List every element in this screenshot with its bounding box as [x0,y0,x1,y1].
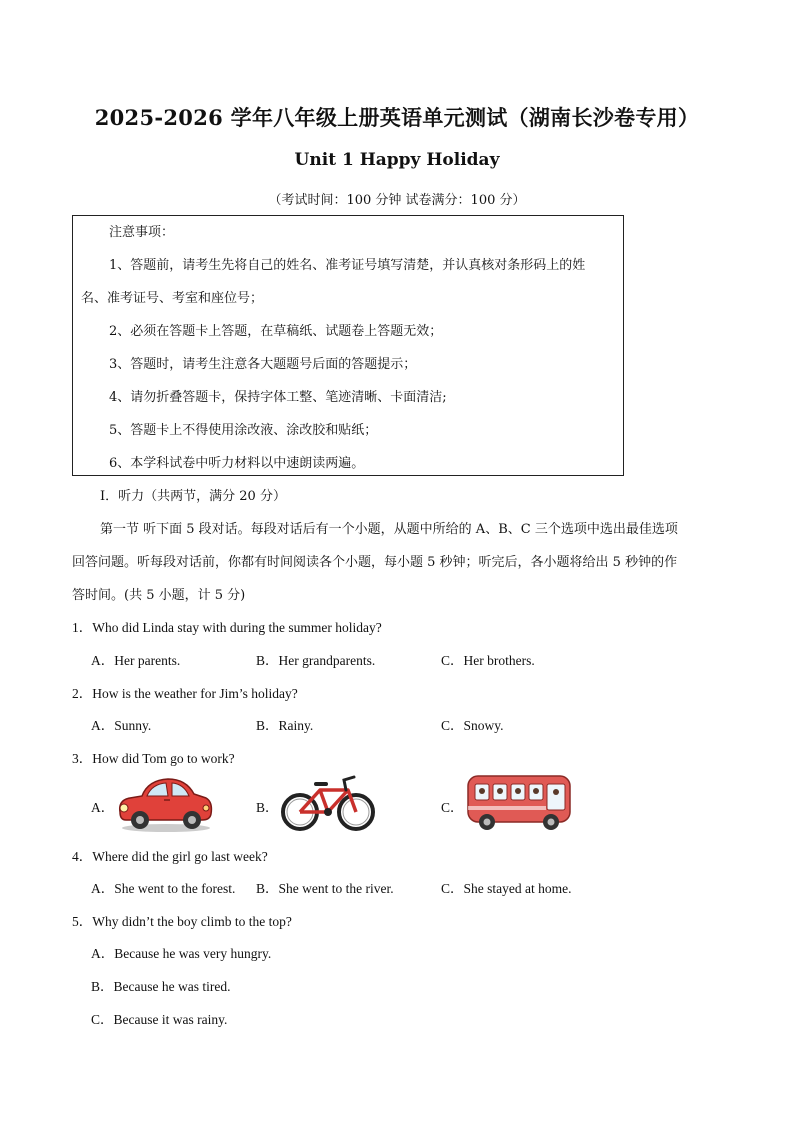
page-title: 2025-2026 学年八年级上册英语单元测试（湖南长沙卷专用） [94,105,700,130]
notice-item: 3、答题时，请考生注意各大题题号后面的答题提示； [109,357,417,372]
question-stem: 3．How did Tom go to work? [72,751,235,766]
bus-icon [465,772,575,834]
section-heading: I．听力（共两节，满分 20 分） [100,489,286,504]
question-stem: 4．Where did the girl go last week? [72,849,268,864]
section-intro-line: 回答问题。听每段对话前，你都有时间阅读各个小题，每小题 5 秒钟；听完后，各小题将给出 5 秒钟的作 [72,555,678,570]
notice-item: 2、必须在答题卡上答题，在草稿纸、试题卷上答题无效； [109,324,443,339]
option-b: B．Her grandparents. [256,653,376,668]
unit-subtitle: Unit 1 Happy Holiday [294,150,500,170]
option-a: A．Her parents. [91,653,181,668]
question-stem: 5．Why didn’t the boy climb to the top? [72,914,292,929]
bicycle-icon [280,772,376,834]
option-a: A． [91,800,115,815]
notice-heading: 注意事项： [109,225,175,240]
option-a: A．She went to the forest. [91,881,236,896]
option-a: A．Sunny. [91,718,152,733]
option-b: B．Rainy. [256,718,314,733]
option-c: C．Because it was rainy. [91,1012,228,1027]
question-stem: 1．Who did Linda stay with during the summer holiday? [72,620,382,635]
option-a: A．Because he was very hungry. [91,946,272,961]
option-c: C．She stayed at home. [441,881,572,896]
notice-item: 5、答题卡上不得使用涂改液、涂改胶和贴纸； [109,423,378,438]
option-b: B．Because he was tired. [91,979,231,994]
option-c: C． [441,800,464,815]
notice-box [72,215,624,476]
option-b: B． [256,800,279,815]
notice-item: 6、本学科试卷中听力材料以中速朗读两遍。 [109,456,365,471]
option-c: C．Snowy. [441,718,504,733]
option-b: B．She went to the river. [256,881,394,896]
option-c: C．Her brothers. [441,653,535,668]
exam-time-info: （考试时间：100 分钟 试卷满分：100 分） [268,193,526,208]
question-stem: 2．How is the weather for Jim’s holiday? [72,686,298,701]
car-icon [114,772,216,834]
section-intro-line: 第一节 听下面 5 段对话。每段对话后有一个小题，从题中所给的 A、B、C 三个选项中选出最佳选项 [100,522,678,537]
section-intro-line: 答时间。(共 5 小题，计 5 分) [72,588,246,603]
notice-item: 名、准考证号、考室和座位号； [81,291,264,306]
notice-item: 1、答题前，请考生先将自己的姓名、准考证号填写清楚，并认真核对条形码上的姓 [109,258,586,273]
notice-item: 4、请勿折叠答题卡，保持字体工整、笔迹清晰、卡面清洁; [109,390,447,405]
